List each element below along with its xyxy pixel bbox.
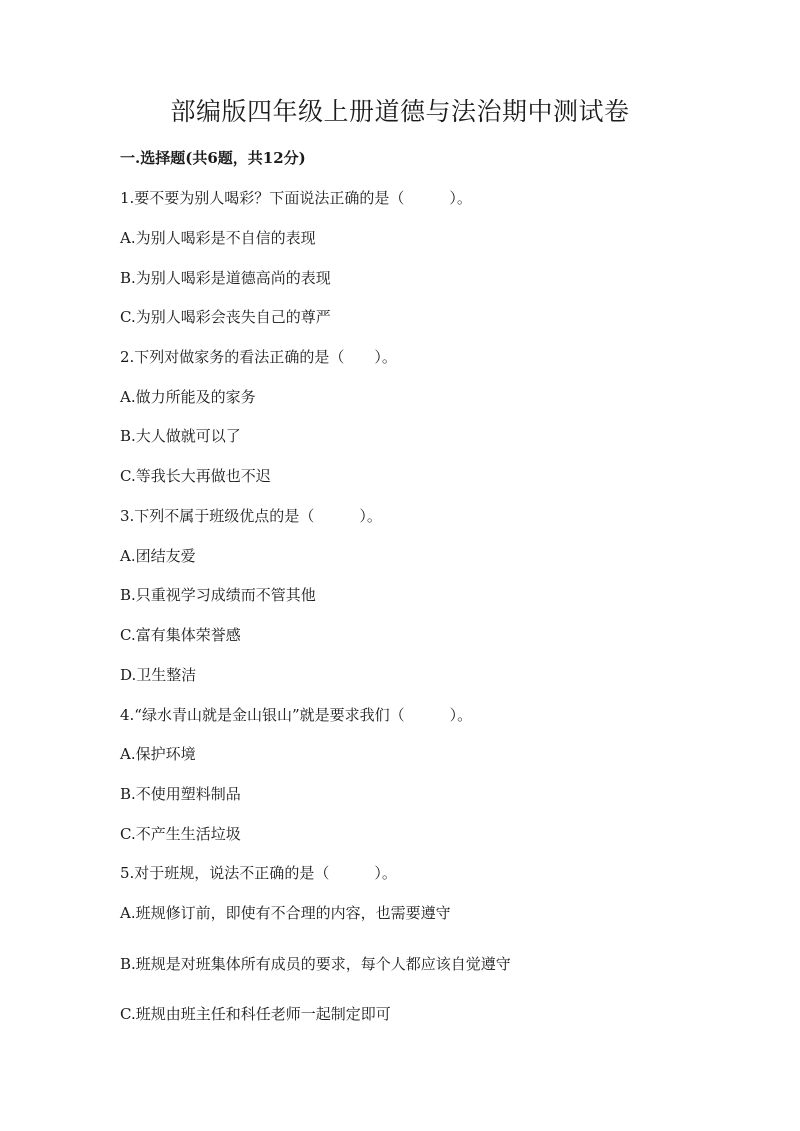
question-4-option-b: B.不使用塑料制品	[120, 785, 241, 803]
question-1-option-a: A.为别人喝彩是不自信的表现	[120, 229, 316, 247]
question-2-option-c: C.等我长大再做也不迟	[120, 467, 271, 485]
question-5-option-b: B.班规是对班集体所有成员的要求，每个人都应该自觉遵守	[120, 955, 511, 973]
question-3-option-a: A.团结友爱	[120, 547, 196, 565]
question-5-option-c: C.班规由班主任和科任老师一起制定即可	[120, 1005, 391, 1023]
question-5-option-a: A.班规修订前，即使有不合理的内容，也需要遵守	[120, 904, 451, 922]
question-1-option-c: C.为别人喝彩会丧失自己的尊严	[120, 308, 331, 326]
question-4-option-a: A.保护环境	[120, 745, 196, 763]
question-3-option-d: D.卫生整洁	[120, 666, 197, 684]
question-3-option-c: C.富有集体荣誉感	[120, 626, 241, 644]
question-3-option-b: B.只重视学习成绩而不管其他	[120, 586, 316, 604]
question-4-stem: 4.“绿水青山就是金山银山”就是要求我们（ ）。	[120, 706, 473, 724]
section-heading: 一.选择题(共6题，共12分)	[120, 149, 306, 167]
question-1-option-b: B.为别人喝彩是道德高尚的表现	[120, 269, 331, 287]
question-1-stem: 1.要不要为别人喝彩？下面说法正确的是（ ）。	[120, 189, 472, 207]
question-5-stem: 5.对于班规，说法不正确的是（ ）。	[120, 864, 397, 882]
question-4-option-c: C.不产生生活垃圾	[120, 825, 241, 843]
exam-title: 部编版四年级上册道德与法治期中测试卷	[170, 97, 630, 126]
question-2-option-a: A.做力所能及的家务	[120, 388, 256, 406]
question-2-option-b: B.大人做就可以了	[120, 427, 241, 445]
question-2-stem: 2.下列对做家务的看法正确的是（ ）。	[120, 348, 397, 366]
question-3-stem: 3.下列不属于班级优点的是（ ）。	[120, 507, 382, 525]
